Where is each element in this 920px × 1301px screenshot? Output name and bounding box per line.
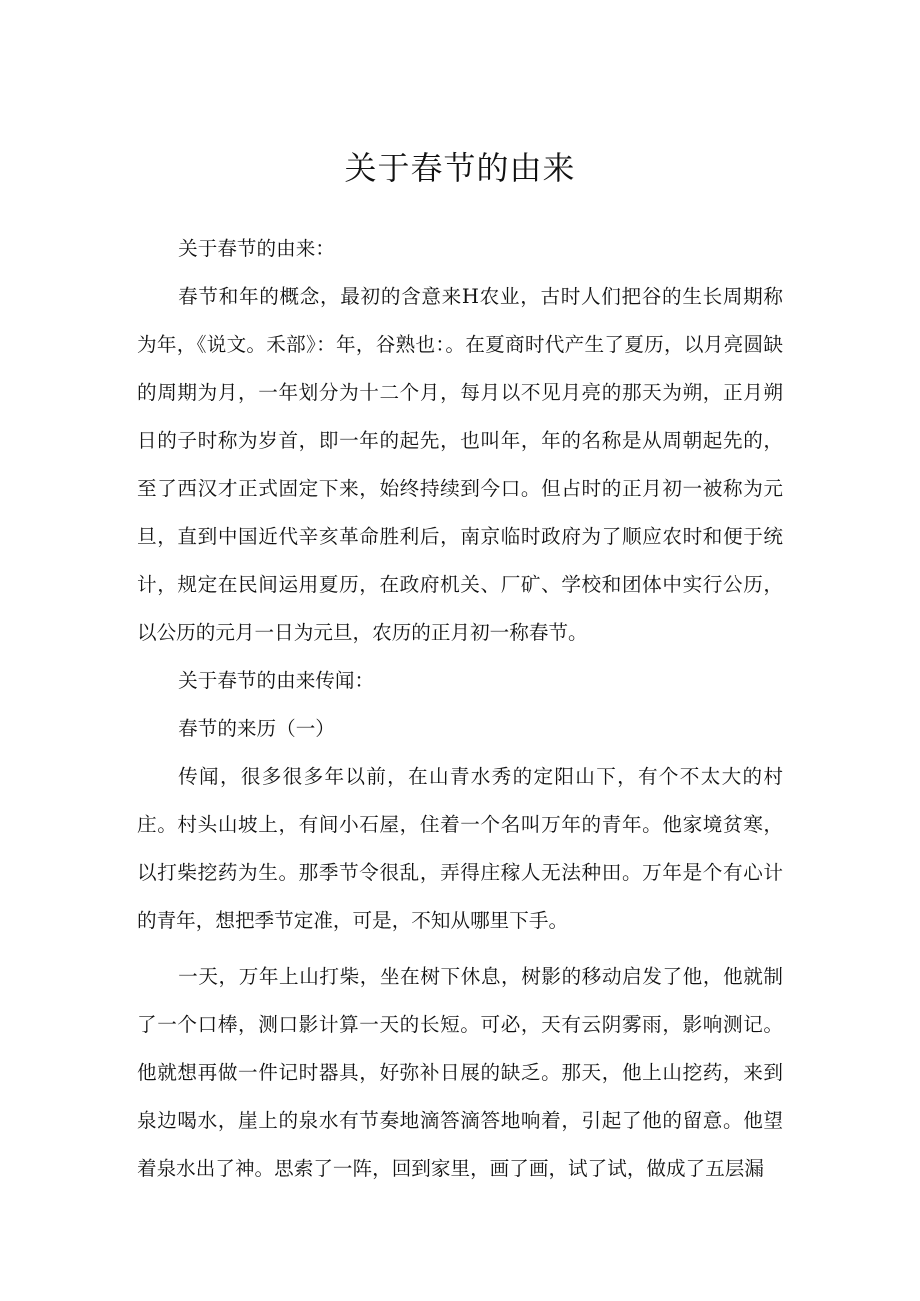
- paragraph-intro-heading: 关于春节的由来：: [178, 237, 335, 260]
- paragraph-legend-2: 一天，万年上山打柴，坐在树下休息，树影的移动启发了他，他就制了一个口棒，测口影计算一天的长短。可必，天有云阴雾雨，影响测记。他就想再做一件记时器具，好弥补日展的缺乏。那天，他上山挖药，来到泉边喝水，崖上的泉水有节奏地滴答滴答地响着，引起了他的留意。他望着泉水出了神。思索了一阵，回到家里，画了画，试了试，做成了五层漏: [137, 965, 783, 1180]
- paragraph-legend-1: 传闻，很多很多年以前，在山青水秀的定阳山下，有个不太大的村庄。村头山坡上，有间小石屋，住着一个名叫万年的青年。他家境贫寒，以打柴挖药为生。那季节令很乱，弄得庄稼人无法种田。万年是个有心计的青年，想把季节定准，可是，不知从哪里下手。: [137, 765, 783, 932]
- paragraph-section-heading: 春节的来历（一）: [178, 717, 335, 740]
- page-title: 关于春节的由来: [344, 149, 576, 187]
- document-body: [137, 225, 783, 1193]
- paragraph-legend-heading: 关于春节的由来传闻：: [178, 669, 375, 692]
- paragraph-origin: 春节和年的概念，最初的含意来H农业，古时人们把谷的生长周期称为年，《说文。禾部》：年，谷熟也：。在夏商时代产生了夏历，以月亮圆缺的周期为月，一年划分为十二个月，每月以不见月亮的那天为朔，正月朔日的子时称为岁首，即一年的起先，也叫年，年的名称是从周朝起先的，至了西汉才正式固定下来，始终持续到今口。但占时的正月初一被称为元旦，直到中国近代辛亥革命胜利后，南京临时政府为了顺应农时和便于统计，规定在民间运用夏历，在政府机关、厂矿、学校和团体中实行公历，以公历的元月一日为元旦，农历的正月初一称春节。: [137, 285, 783, 644]
